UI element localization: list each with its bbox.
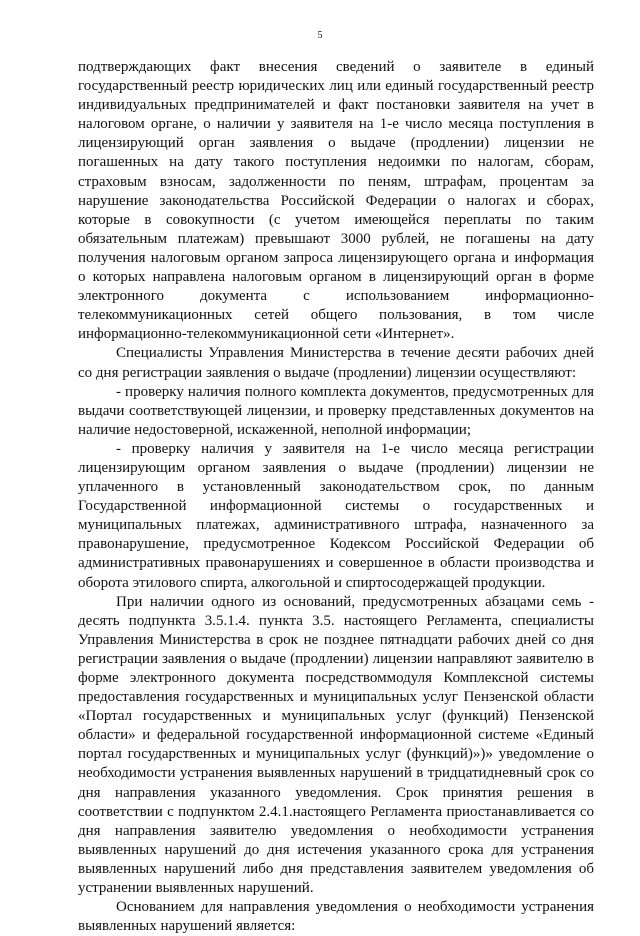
list-item-document-check: - проверку наличия полного комплекта документов, предусмотренных для выдачи соответствующей лицензии, и проверку представленных документов на наличие недостоверной, искаженной, неполной информации; <box>78 383 594 438</box>
list-item-fine-check: - проверку наличия у заявителя на 1-е число месяца регистрации лицензирующим органом заявления о выдаче (продлении) лицензии не уплаченного в установленный законодательством срок, по данным Государственной информационной системы о государственных и муниципальных платежах, административного штрафа, назначенного за правонарушение, предусмотренное Кодексом Российской Федерации об административных правонарушениях и совершенное в области производства и оборота этилового спирта, алкогольной и спиртосодержащей продукции. <box>78 440 594 591</box>
paragraph-grounds: Основанием для направления уведомления о необходимости устранения выявленных нарушений является: <box>78 899 594 935</box>
paragraph-continuation: подтверждающих факт внесения сведений о заявителе в единый государственный реестр юридических лиц или единый государственный реестр индивидуальных предпринимателей и факт постановки заявителя на учет в налоговом органе, о наличии у заявителя на 1-е число месяца поступления в лицензирующий орган заявления о выдаче (продлении) лицензии не погашенных на дату такого поступления недоимки по налогам, сборам, страховым взносам, задолженности по пеням, штрафам, процентам за нарушение законодательства Российской Федерации о налогах и сборах, которые в совокупности (с учетом имеющейся переплаты по таким обязательным платежам) превышают 3000 рублей, не погашены на дату получения налоговым органом запроса лицензирующего органа и информация о которых направлена налоговым органом в лицензирующий орган в форме электронного документа с использованием информационно-телекоммуникационных сетей общего пользования, в том числе информационно-телекоммуникационной сети «Интернет». <box>78 59 594 343</box>
page-number: 5 <box>317 30 323 41</box>
paragraph-specialists: Специалисты Управления Министерства в течение десяти рабочих дней со дня регистрации заявления о выдаче (продлении) лицензии осуществляют: <box>78 345 594 381</box>
paragraph-notification: При наличии одного из оснований, предусмотренных абзацами семь - десять подпункта 3.5.1.4. пункта 3.5. настоящего Регламента, специалисты Управления Министерства в срок не позднее пятнадцати рабочих дней со дня регистрации заявления о выдаче (продлении) лицензии направляют заявителю в форме электронного документа посредствоммодуля Комплексной системы предоставления государственных и муниципальных услуг Пензенской области «Портал государственных и муниципальных услуг (функций) Пензенской области» и федеральной государственной информационной системе «Единый портал государственных и муниципальных услуг (функций)»)» уведомление о необходимости устранения выявленных нарушений в тридцатидневный срок со дня направления указанного уведомления. Срок принятия решения в соответствии с подпунктом 2.4.1.настоящего Регламента приостанавливается со дня направления заявителю уведомления о необходимости устранения выявленных нарушений до дня истечения указанного срока для устранения выявленных нарушений либо дня представления заявителем уведомления об устранении выявленных нарушений. <box>78 593 594 897</box>
document-body <box>78 58 594 936</box>
